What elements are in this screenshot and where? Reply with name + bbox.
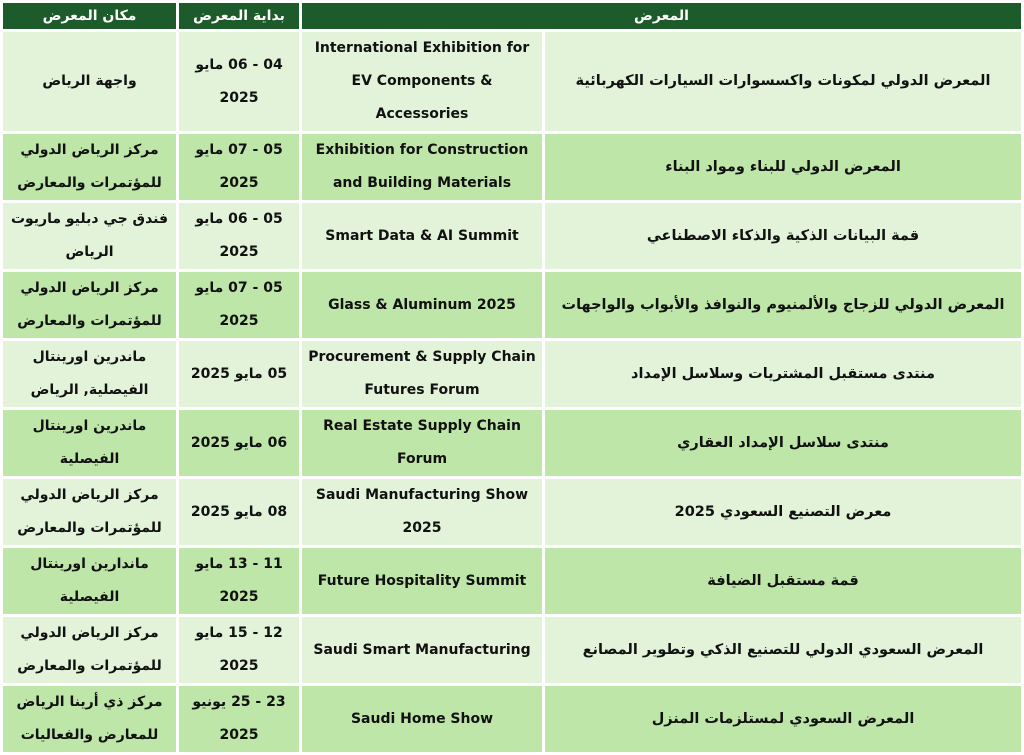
table-row bbox=[3, 686, 1021, 752]
exhibition-ar-cell: المعرض السعودي الدولي للتصنيع الذكي وتطوير المصانع bbox=[545, 617, 1021, 683]
venue-cell: مركز ذي أرينا الرياض للمعارض والفعاليات bbox=[3, 686, 176, 752]
table-row bbox=[3, 341, 1021, 407]
exhibition-ar-cell: المعرض السعودي لمستلزمات المنزل bbox=[545, 686, 1021, 752]
start-date-cell: 12 - 15 مايو 2025 bbox=[179, 617, 299, 683]
venue-cell: مركز الرياض الدولي للمؤتمرات والمعارض bbox=[3, 272, 176, 338]
venue-cell: ماندرين اورينتال الفيصلية bbox=[3, 410, 176, 476]
venue-cell: فندق جي دبليو ماريوت الرياض bbox=[3, 203, 176, 269]
start-date-cell: 08 مايو 2025 bbox=[179, 479, 299, 545]
table-row bbox=[3, 134, 1021, 200]
exhibition-en-cell: Saudi Manufacturing Show 2025 bbox=[302, 479, 542, 545]
start-date-cell: 06 مايو 2025 bbox=[179, 410, 299, 476]
exhibition-ar-cell: المعرض الدولي للزجاج والألمنيوم والنوافذ والأبواب والواجهات bbox=[545, 272, 1021, 338]
exhibition-en-cell: Saudi Home Show bbox=[302, 686, 542, 752]
start-date-cell: 11 - 13 مايو 2025 bbox=[179, 548, 299, 614]
exhibition-ar-cell: منتدى سلاسل الإمداد العقاري bbox=[545, 410, 1021, 476]
header-venue: مكان المعرض bbox=[3, 3, 176, 29]
exhibition-en-cell: Glass & Aluminum 2025 bbox=[302, 272, 542, 338]
venue-cell: ماندارين اورينتال الفيصلية bbox=[3, 548, 176, 614]
header-row bbox=[3, 3, 1021, 29]
exhibition-ar-cell: قمة مستقبل الضيافة bbox=[545, 548, 1021, 614]
table-row bbox=[3, 548, 1021, 614]
exhibition-en-cell: Future Hospitality Summit bbox=[302, 548, 542, 614]
table-row bbox=[3, 203, 1021, 269]
exhibition-en-cell: Exhibition for Construction and Building Materials bbox=[302, 134, 542, 200]
venue-cell: مركز الرياض الدولي للمؤتمرات والمعارض bbox=[3, 134, 176, 200]
start-date-cell: 23 - 25 يونيو 2025 bbox=[179, 686, 299, 752]
venue-cell: ماندرين اورينتال الفيصلية, الرياض bbox=[3, 341, 176, 407]
exhibition-ar-cell: المعرض الدولي للبناء ومواد البناء bbox=[545, 134, 1021, 200]
start-date-cell: 05 - 06 مايو 2025 bbox=[179, 203, 299, 269]
exhibition-ar-cell: منتدى مستقبل المشتريات وسلاسل الإمداد bbox=[545, 341, 1021, 407]
exhibition-ar-cell: المعرض الدولي لمكونات واكسسوارات السيارات الكهربائية bbox=[545, 32, 1021, 131]
exhibition-ar-cell: معرض التصنيع السعودي 2025 bbox=[545, 479, 1021, 545]
venue-cell: واجهة الرياض bbox=[3, 32, 176, 131]
exhibition-en-cell: Smart Data & AI Summit bbox=[302, 203, 542, 269]
start-date-cell: 05 مايو 2025 bbox=[179, 341, 299, 407]
exhibition-en-cell: Procurement & Supply Chain Futures Forum bbox=[302, 341, 542, 407]
start-date-cell: 04 - 06 مايو 2025 bbox=[179, 32, 299, 131]
table-row bbox=[3, 410, 1021, 476]
table-row bbox=[3, 32, 1021, 131]
exhibition-ar-cell: قمة البيانات الذكية والذكاء الاصطناعي bbox=[545, 203, 1021, 269]
header-start-date: بداية المعرض bbox=[179, 3, 299, 29]
start-date-cell: 05 - 07 مايو 2025 bbox=[179, 272, 299, 338]
table-row bbox=[3, 617, 1021, 683]
exhibition-en-cell: Saudi Smart Manufacturing bbox=[302, 617, 542, 683]
exhibition-en-cell: Real Estate Supply Chain Forum bbox=[302, 410, 542, 476]
header-exhibition: المعرض bbox=[302, 3, 1021, 29]
exhibition-en-cell: International Exhibition for EV Components & Accessories bbox=[302, 32, 542, 131]
venue-cell: مركز الرياض الدولي للمؤتمرات والمعارض bbox=[3, 479, 176, 545]
table-row bbox=[3, 479, 1021, 545]
table-row bbox=[3, 272, 1021, 338]
start-date-cell: 05 - 07 مايو 2025 bbox=[179, 134, 299, 200]
venue-cell: مركز الرياض الدولي للمؤتمرات والمعارض bbox=[3, 617, 176, 683]
